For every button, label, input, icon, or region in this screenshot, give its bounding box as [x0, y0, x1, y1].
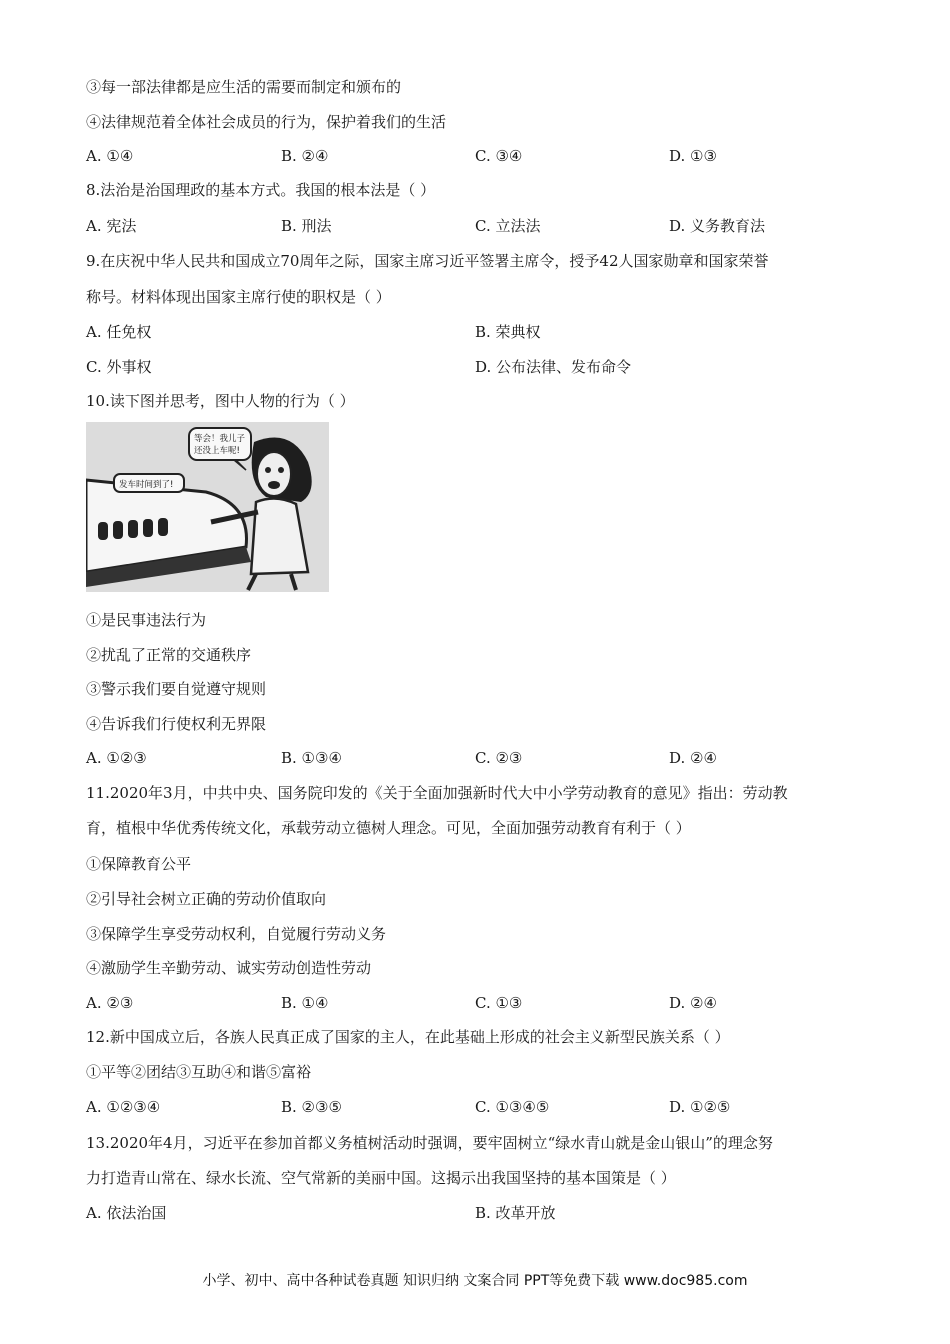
- q12-stem: 12.新中国成立后，各族人民真正成了国家的主人，在此基础上形成的社会主义新型民族关系（ ）: [86, 1028, 730, 1046]
- q10-stem: 10.读下图并思考，图中人物的行为（ ）: [86, 392, 355, 410]
- q12-option-d[interactable]: D. ①②⑤: [669, 1098, 731, 1116]
- q11-item-1: ①保障教育公平: [86, 855, 192, 873]
- q8-stem: 8.法治是治国理政的基本方式。我国的根本法是（ ）: [86, 181, 436, 199]
- q10-options: [86, 748, 886, 768]
- q11-item-2: ②引导社会树立正确的劳动价值取向: [86, 890, 327, 908]
- q7-options: [86, 146, 886, 166]
- q7-option-c[interactable]: C. ③④: [475, 147, 523, 165]
- statement-4: ④法律规范着全体社会成员的行为，保护着我们的生活: [86, 113, 447, 131]
- q10-item-3: ③警示我们要自觉遵守规则: [86, 680, 267, 698]
- q12-option-a[interactable]: A. ①②③④: [86, 1098, 161, 1116]
- bubble-text-2: 还没上车呢!: [194, 446, 240, 456]
- q10-option-a[interactable]: A. ①②③: [86, 749, 147, 767]
- q7-option-a[interactable]: A. ①④: [86, 147, 134, 165]
- q12-option-c[interactable]: C. ①③④⑤: [475, 1098, 550, 1116]
- q13-stem-line1: 13.2020年4月，习近平在参加首都义务植树活动时强调，要牢固树立“绿水青山就是金山银山”的理念努: [86, 1134, 773, 1152]
- cartoon-illustration: [86, 422, 329, 592]
- q13-options: [86, 1203, 886, 1223]
- q11-option-b[interactable]: B. ①④: [281, 994, 329, 1012]
- q10-item-2: ②扰乱了正常的交通秩序: [86, 646, 252, 664]
- q9-stem-line2: 称号。材料体现出国家主席行使的职权是（ ）: [86, 288, 391, 306]
- bubble-text-3: 发车时间到了!: [119, 480, 174, 490]
- q13-option-a[interactable]: A. 依法治国: [86, 1204, 167, 1222]
- q10-option-c[interactable]: C. ②③: [475, 749, 523, 767]
- q13-option-b[interactable]: B. 改革开放: [475, 1204, 556, 1222]
- q7-option-b[interactable]: B. ②④: [281, 147, 329, 165]
- statement-3: ③每一部法律都是应生活的需要而制定和颁布的: [86, 78, 402, 96]
- q8-option-c[interactable]: C. 立法法: [475, 217, 541, 235]
- q10-item-1: ①是民事违法行为: [86, 611, 207, 629]
- q8-option-a[interactable]: A. 宪法: [86, 217, 137, 235]
- q7-option-d[interactable]: D. ①③: [669, 147, 717, 165]
- page-footer: 小学、初中、高中各种试卷真题 知识归纳 文案合同 PPT等免费下载 www.doc985.com: [202, 1273, 748, 1289]
- q12-item: ①平等②团结③互助④和谐⑤富裕: [86, 1063, 312, 1081]
- q10-item-4: ④告诉我们行使权利无界限: [86, 715, 267, 733]
- q11-option-d[interactable]: D. ②④: [669, 994, 717, 1012]
- q10-option-d[interactable]: D. ②④: [669, 749, 717, 767]
- bubble-text-1: 等会！我儿子: [194, 434, 246, 444]
- q8-options: [86, 216, 886, 236]
- q9-options-row2: [86, 357, 886, 377]
- q11-stem-line2: 育，植根中华优秀传统文化，承载劳动立德树人理念。可见，全面加强劳动教育有利于（ ）: [86, 819, 691, 837]
- cartoon-figure: [86, 422, 329, 592]
- q9-option-b[interactable]: B. 荣典权: [475, 323, 541, 341]
- q11-item-3: ③保障学生享受劳动权利，自觉履行劳动义务: [86, 925, 387, 943]
- q9-stem-line1: 9.在庆祝中华人民共和国成立70周年之际，国家主席习近平签署主席令，授予42人国家勋章和国家荣誉: [86, 252, 769, 270]
- q11-option-a[interactable]: A. ②③: [86, 994, 134, 1012]
- q12-options: [86, 1097, 886, 1117]
- q9-options-row1: [86, 322, 886, 342]
- q8-option-d[interactable]: D. 义务教育法: [669, 217, 766, 235]
- q11-item-4: ④激励学生辛勤劳动、诚实劳动创造性劳动: [86, 959, 372, 977]
- q11-stem-line1: 11.2020年3月，中共中央、国务院印发的《关于全面加强新时代大中小学劳动教育的意见》指出：劳动教: [86, 784, 788, 802]
- q11-option-c[interactable]: C. ①③: [475, 994, 523, 1012]
- q8-option-b[interactable]: B. 刑法: [281, 217, 332, 235]
- q10-option-b[interactable]: B. ①③④: [281, 749, 342, 767]
- q13-stem-line2: 力打造青山常在、绿水长流、空气常新的美丽中国。这揭示出我国坚持的基本国策是（ ）: [86, 1169, 676, 1187]
- q9-option-c[interactable]: C. 外事权: [86, 358, 152, 376]
- q12-option-b[interactable]: B. ②③⑤: [281, 1098, 342, 1116]
- q9-option-a[interactable]: A. 任免权: [86, 323, 152, 341]
- q9-option-d[interactable]: D. 公布法律、发布命令: [475, 358, 632, 376]
- q11-options: [86, 993, 886, 1013]
